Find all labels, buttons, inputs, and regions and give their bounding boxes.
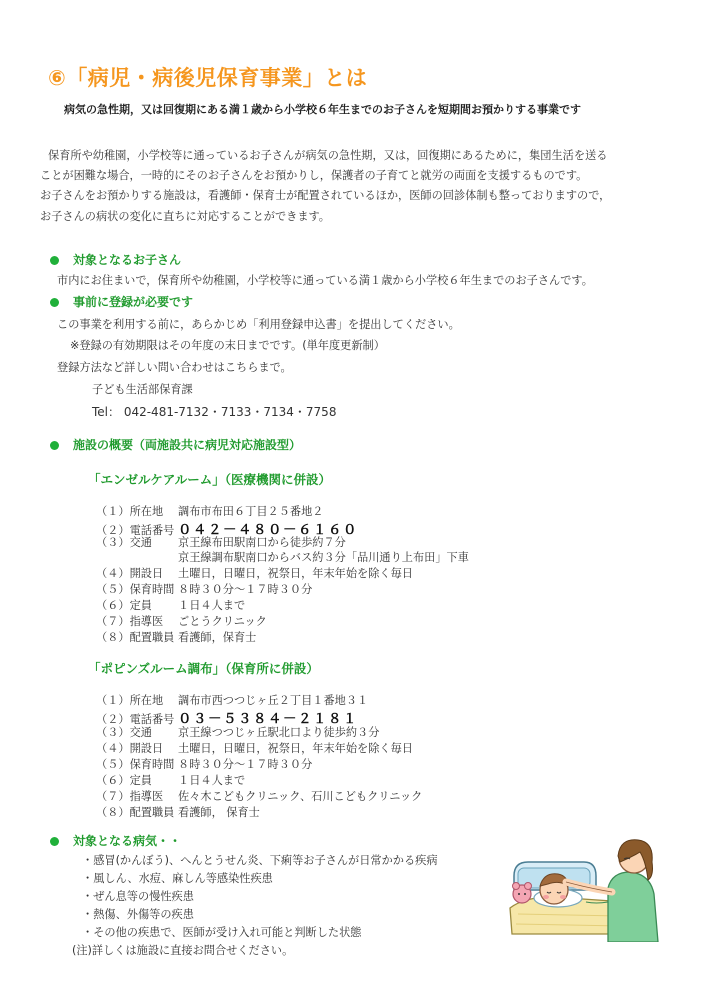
facility-2-row: （６）定員 １日４人まで	[96, 774, 246, 787]
facility-2-row: （７）指導医 佐々木こどもクリニック、石川こどもクリニック	[96, 790, 423, 803]
intro-line-4: お子さんの病状の変化に直ちに対応することができます。	[40, 210, 330, 223]
section-target-text: 市内にお住まいで，保育所や幼稚園，小学校等に通っている満１歳から小学校６年生までのお子さんです。	[57, 274, 593, 287]
registration-dept: 子ども生活部保育課	[92, 383, 193, 396]
illness-item: ・ぜん息等の慢性疾患	[82, 890, 194, 903]
section-illness-heading: 対象となる病気・・	[50, 832, 181, 849]
bullet-dot-icon	[50, 256, 59, 265]
facility-1-row: （５）保育時間 ８時３０分～１７時３０分	[96, 583, 313, 596]
facility-1-row: （６）定員 １日４人まで	[96, 599, 246, 612]
illness-item: ・感冒(かんぼう)、へんとうせん炎、下痢等お子さんが日常かかる疾病	[82, 854, 438, 867]
section-facilities-heading: 施設の概要（両施設共に病児対応施設型）	[50, 436, 301, 453]
intro-line-2: ことが困難な場合，一時的にそのお子さんをお預かりし，保護者の子育てと就労の両面を支援するものです。	[40, 169, 588, 182]
registration-line-3: 登録方法など詳しい問い合わせはこちらまで。	[57, 361, 292, 374]
illness-item: ・風しん、水痘、麻しん等感染性疾患	[82, 872, 273, 885]
facility-1-row: （４）開設日 土曜日，日曜日，祝祭日，年末年始を除く毎日	[96, 567, 413, 580]
registration-line-2: ※登録の有効期限はその年度の末日までです。(単年度更新制）	[70, 339, 385, 352]
registration-line-1: この事業を利用する前に，あらかじめ「利用登録申込書」を提出してください。	[57, 318, 460, 331]
illness-item: ・その他の疾患で、医師が受け入れ可能と判断した状態	[82, 926, 362, 939]
intro-line-3: お子さんをお預かりする施設は，看護師・保育士が配置されているほか，医師の回診体制も整っておりますので，	[40, 189, 611, 202]
intro-line-1: 保育所や幼稚園，小学校等に通っているお子さんが病気の急性期，又は，回復期にあるために，集団生活を送る	[48, 149, 608, 162]
section-registration-heading: 事前に登録が必要です	[50, 293, 193, 310]
bullet-dot-icon	[50, 298, 59, 307]
facility-2-row: （５）保育時間 ８時３０分～１７時３０分	[96, 758, 313, 771]
illness-item: ・熱傷、外傷等の疾患	[82, 908, 194, 921]
facility-1-name: 「エンゼルケアルーム」（医療機関に併設）	[88, 472, 332, 487]
facility-1-row: （１）所在地 調布市布田６丁目２５番地２	[96, 505, 324, 518]
illness-note: (注)詳しくは施設に直接お問合せください。	[72, 944, 294, 957]
facility-2-row: （８）配置職員 看護師， 保育士	[96, 806, 260, 819]
facility-2-row: （１）所在地 調布市西つつじヶ丘２丁目１番地３１	[96, 694, 369, 707]
section-target-heading: 対象となるお子さん	[50, 251, 181, 268]
facility-1-row: 京王線調布駅南口からバス約３分「品川通り上布田」下車	[178, 551, 469, 564]
facility-2-row: （２）電話番号 ０３－５３８４－２１８１	[96, 711, 358, 727]
bullet-dot-icon	[50, 837, 59, 846]
page-title: ⑥「病児・病後児保育事業」とは	[48, 66, 368, 90]
facility-1-row: （８）配置職員 看護師，保育士	[96, 631, 257, 644]
page-subtitle: 病気の急性期，又は回復期にある満１歳から小学校６年生までのお子さんを短期間お預かりする事業です	[64, 103, 581, 116]
caregiver-child-illustration	[508, 832, 668, 942]
facility-1-row: （７）指導医 ごとうクリニック	[96, 615, 267, 628]
facility-2-row: （３）交通 京王線つつじヶ丘駅北口より徒歩約３分	[96, 726, 380, 739]
bullet-dot-icon	[50, 441, 59, 450]
facility-1-row: （３）交通 京王線布田駅南口から徒歩約７分	[96, 536, 346, 549]
registration-tel: Tel： 042-481-7132・7133・7134・7758	[92, 405, 337, 419]
facility-2-name: 「ポピンズルーム調布」（保育所に併設）	[88, 661, 319, 676]
facility-2-row: （４）開設日 土曜日，日曜日，祝祭日，年末年始を除く毎日	[96, 742, 413, 755]
facility-1-row: （２）電話番号 ０４２－４８０－６１６０	[96, 522, 358, 538]
